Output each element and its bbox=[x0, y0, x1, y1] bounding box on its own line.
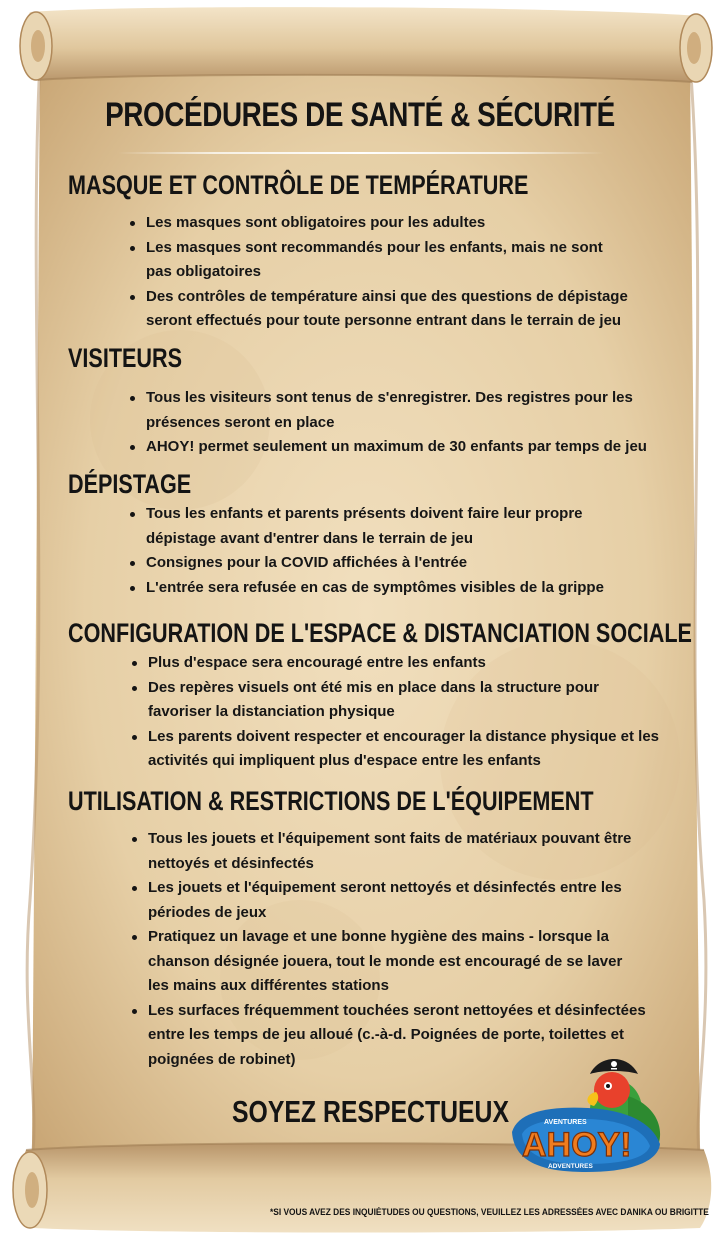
section-list-screening bbox=[128, 502, 628, 600]
list-item: Les surfaces fréquemment touchées seront nettoyées et désinfectées entre les temps de jeu alloué (c.-à-d. Poignées de porte, toilettes et poignées de robinet) bbox=[130, 999, 650, 1073]
section-heading-mask-temperature: MASQUE ET CONTRÔLE DE TEMPÉRATURE bbox=[68, 170, 529, 200]
list-item: Tous les visiteurs sont tenus de s'enregistrer. Des registres pour les présences seront en place bbox=[128, 386, 668, 435]
footnote: *SI VOUS AVEZ DES INQUIÉTUDES OU QUESTIONS, VEUILLEZ LES ADRESSÉES AVEC DANIKA OU BRIGITTE bbox=[270, 1207, 709, 1218]
list-item: Les masques sont recommandés pour les enfants, mais ne sont pas obligatoires bbox=[128, 236, 648, 285]
ahoy-logo bbox=[508, 1046, 668, 1176]
list-item: Tous les enfants et parents présents doivent faire leur propre dépistage avant d'entrer dans le terrain de jeu bbox=[128, 502, 628, 551]
page-title: PROCÉDURES DE SANTÉ & SÉCURITÉ bbox=[105, 96, 615, 134]
list-item: Consignes pour la COVID affichées à l'entrée bbox=[128, 551, 628, 576]
list-item: Les masques sont obligatoires pour les adultes bbox=[128, 211, 648, 236]
title-divider bbox=[118, 152, 604, 154]
list-item: Plus d'espace sera encouragé entre les enfants bbox=[130, 651, 670, 676]
section-heading-equipment: UTILISATION & RESTRICTIONS DE L'ÉQUIPEMENT bbox=[68, 786, 594, 816]
section-list-equipment bbox=[130, 827, 650, 1072]
section-heading-screening: DÉPISTAGE bbox=[68, 469, 192, 499]
section-list-mask-temperature bbox=[128, 211, 648, 334]
list-item: Pratiquez un lavage et une bonne hygiène des mains - lorsque la chanson désignée jouera, tout le monde est encouragé de se laver les mains aux différentes stations bbox=[130, 925, 650, 999]
logo-bottom-text: ADVENTURES bbox=[548, 1163, 593, 1170]
logo-top-text: AVENTURES bbox=[544, 1119, 587, 1126]
section-heading-visitors: VISITEURS bbox=[68, 343, 183, 373]
list-item: Les parents doivent respecter et encourager la distance physique et les activités qui impliquent plus d'espace entre les enfants bbox=[130, 725, 670, 774]
section-list-space-distancing bbox=[130, 651, 670, 774]
list-item: Des repères visuels ont été mis en place dans la structure pour favoriser la distanciation physique bbox=[130, 676, 670, 725]
list-item: Des contrôles de température ainsi que des questions de dépistage seront effectués pour toute personne entrant dans le terrain de jeu bbox=[128, 285, 648, 334]
list-item: L'entrée sera refusée en cas de symptômes visibles de la grippe bbox=[128, 576, 628, 601]
list-item: Les jouets et l'équipement seront nettoyés et désinfectés entre les périodes de jeux bbox=[130, 876, 650, 925]
logo-main-text: AHOY! bbox=[522, 1126, 632, 1164]
section-list-visitors bbox=[128, 386, 668, 460]
section-heading-space-distancing: CONFIGURATION DE L'ESPACE & DISTANCIATION SOCIALE bbox=[68, 618, 692, 648]
list-item: AHOY! permet seulement un maximum de 30 enfants par temps de jeu bbox=[128, 435, 668, 460]
closing-slogan: SOYEZ RESPECTUEUX bbox=[232, 1094, 509, 1129]
list-item: Tous les jouets et l'équipement sont faits de matériaux pouvant être nettoyés et désinfectés bbox=[130, 827, 650, 876]
